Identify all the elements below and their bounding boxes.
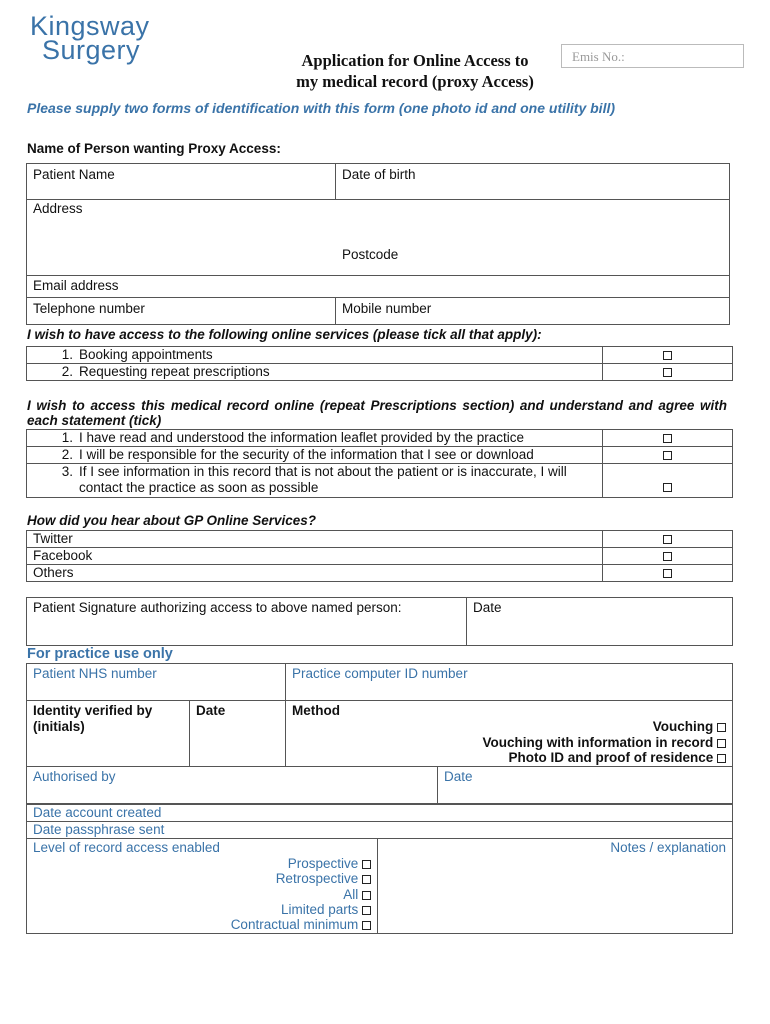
method-label-vouching-info: Vouching with information in record bbox=[482, 734, 714, 750]
method-label-photo-id: Photo ID and proof of residence bbox=[508, 750, 714, 765]
hear-heading: How did you hear about GP Online Services? bbox=[27, 513, 317, 528]
service-item-1 bbox=[27, 347, 603, 364]
form-title bbox=[250, 50, 580, 92]
agreement-item-1 bbox=[27, 430, 603, 447]
logo-line1: Kingsway bbox=[30, 11, 150, 41]
level-option-retrospective bbox=[33, 871, 371, 886]
form-title-line1: Application for Online Access to bbox=[301, 51, 529, 70]
identity-table bbox=[26, 700, 733, 767]
identity-date-label: Date bbox=[196, 703, 226, 718]
telephone-field[interactable] bbox=[27, 298, 336, 325]
account-dates-table bbox=[26, 804, 733, 839]
identity-verified-field[interactable] bbox=[27, 701, 190, 767]
authorised-by-field[interactable] bbox=[27, 767, 438, 804]
mobile-field[interactable] bbox=[336, 298, 730, 325]
notes-field[interactable] bbox=[378, 839, 733, 934]
hear-checkbox-others[interactable] bbox=[663, 569, 672, 578]
access-level-table bbox=[26, 838, 733, 934]
signature-date-field[interactable] bbox=[467, 598, 733, 646]
practice-heading: For practice use only bbox=[27, 646, 173, 662]
patient-name-label: Patient Name bbox=[33, 167, 115, 182]
dob-label: Date of birth bbox=[342, 167, 416, 182]
mobile-label: Mobile number bbox=[342, 301, 432, 316]
service-text-2: Requesting repeat prescriptions bbox=[79, 364, 270, 379]
service-item-2 bbox=[27, 364, 603, 381]
practice-id-table bbox=[26, 663, 733, 701]
method-label: Method bbox=[292, 703, 340, 718]
agreement-item-3 bbox=[27, 464, 603, 498]
postcode-label: Postcode bbox=[342, 247, 399, 262]
agreement-heading: I wish to access this medical record online (repeat Prescriptions section) and understand and agree with each statement (tick) bbox=[27, 398, 727, 428]
identity-verified-label: Identity verified by (initials) bbox=[33, 703, 153, 734]
service-checkbox-2[interactable] bbox=[663, 368, 672, 377]
hear-label-facebook: Facebook bbox=[33, 548, 93, 563]
agreement-table bbox=[26, 429, 733, 498]
level-label-limited: Limited parts bbox=[280, 901, 359, 917]
patient-name-field[interactable] bbox=[27, 164, 336, 200]
level-checkbox-prospective[interactable] bbox=[362, 860, 371, 869]
address-field[interactable] bbox=[27, 200, 730, 276]
hear-label-twitter: Twitter bbox=[33, 531, 73, 546]
telephone-label: Telephone number bbox=[33, 301, 145, 316]
method-checkbox-vouching[interactable] bbox=[717, 723, 726, 732]
level-option-all bbox=[33, 887, 371, 902]
access-level-label: Level of record access enabled bbox=[33, 840, 220, 855]
hear-label-others: Others bbox=[33, 565, 74, 580]
method-option-photo-id bbox=[292, 750, 726, 766]
level-label-contractual: Contractual minimum bbox=[230, 917, 359, 933]
form-title-line2: my medical record (proxy Access) bbox=[296, 72, 534, 91]
agreement-num-1: 1. bbox=[61, 430, 73, 445]
method-option-vouching-info bbox=[292, 735, 726, 751]
hear-option-twitter bbox=[27, 531, 603, 548]
level-label-all: All bbox=[343, 886, 359, 902]
level-option-prospective bbox=[33, 856, 371, 871]
service-num-2: 2. bbox=[61, 364, 73, 379]
authorised-table bbox=[26, 766, 733, 804]
level-label-retrospective: Retrospective bbox=[275, 871, 359, 887]
method-field bbox=[286, 701, 733, 767]
agreement-num-3: 3. bbox=[61, 464, 73, 479]
level-option-contractual bbox=[33, 917, 371, 932]
level-option-limited bbox=[33, 902, 371, 917]
access-level-field bbox=[27, 839, 378, 934]
method-label-vouching: Vouching bbox=[652, 719, 714, 734]
method-option-vouching bbox=[292, 719, 726, 735]
person-heading: Name of Person wanting Proxy Access: bbox=[27, 141, 281, 156]
agreement-text-1: I have read and understood the information leaflet provided by the practice bbox=[79, 430, 525, 445]
agreement-text-2: I will be responsible for the security of the information that I see or download bbox=[79, 447, 534, 462]
logo-line2: Surgery bbox=[42, 35, 141, 65]
service-text-1: Booking appointments bbox=[79, 347, 213, 362]
address-label: Address bbox=[33, 201, 83, 216]
agreement-checkbox-2[interactable] bbox=[663, 451, 672, 460]
signature-table bbox=[26, 597, 733, 646]
agreement-text-3: If I see information in this record that is not about the patient or is inaccurate, I will contact the practice as soon as possible bbox=[79, 464, 567, 495]
authorised-date-field[interactable] bbox=[438, 767, 733, 804]
hear-option-facebook bbox=[27, 548, 603, 565]
nhs-number-label: Patient NHS number bbox=[33, 666, 157, 681]
method-checkbox-vouching-info[interactable] bbox=[717, 739, 726, 748]
logo bbox=[30, 11, 150, 65]
instruction-text: Please supply two forms of identification with this form (one photo id and one utility bill) bbox=[27, 100, 616, 116]
service-num-1: 1. bbox=[61, 347, 73, 362]
method-checkbox-photo-id[interactable] bbox=[717, 754, 726, 763]
hear-table bbox=[26, 530, 733, 582]
account-created-label: Date account created bbox=[33, 805, 162, 820]
dob-field[interactable] bbox=[336, 164, 730, 200]
passphrase-label: Date passphrase sent bbox=[33, 822, 165, 837]
patient-details-table bbox=[26, 163, 730, 325]
nhs-number-field[interactable] bbox=[27, 664, 286, 701]
authorised-by-label: Authorised by bbox=[33, 769, 116, 784]
computer-id-field[interactable] bbox=[286, 664, 733, 701]
hear-option-others bbox=[27, 565, 603, 582]
services-table bbox=[26, 346, 733, 381]
passphrase-field[interactable] bbox=[27, 822, 733, 839]
level-checkbox-contractual[interactable] bbox=[362, 921, 371, 930]
notes-label: Notes / explanation bbox=[610, 840, 726, 855]
emis-label: Emis No.: bbox=[572, 49, 625, 64]
agreement-item-2 bbox=[27, 447, 603, 464]
signature-date-label: Date bbox=[473, 600, 502, 615]
signature-label: Patient Signature authorizing access to above named person: bbox=[33, 600, 402, 615]
agreement-checkbox-1[interactable] bbox=[663, 434, 672, 443]
level-checkbox-limited[interactable] bbox=[362, 906, 371, 915]
level-checkbox-retrospective[interactable] bbox=[362, 875, 371, 884]
hear-checkbox-twitter[interactable] bbox=[663, 535, 672, 544]
agreement-num-2: 2. bbox=[61, 447, 73, 462]
account-created-field[interactable] bbox=[27, 805, 733, 822]
hear-checkbox-facebook[interactable] bbox=[663, 552, 672, 561]
email-label: Email address bbox=[33, 278, 119, 293]
authorised-date-label: Date bbox=[444, 769, 473, 784]
identity-date-field[interactable] bbox=[190, 701, 286, 767]
services-heading: I wish to have access to the following online services (please tick all that apply): bbox=[27, 327, 542, 342]
emis-field[interactable] bbox=[561, 44, 744, 68]
signature-field[interactable] bbox=[27, 598, 467, 646]
service-checkbox-1[interactable] bbox=[663, 351, 672, 360]
email-field[interactable] bbox=[27, 276, 730, 298]
level-label-prospective: Prospective bbox=[287, 856, 359, 871]
level-checkbox-all[interactable] bbox=[362, 891, 371, 900]
agreement-checkbox-3[interactable] bbox=[663, 483, 672, 492]
computer-id-label: Practice computer ID number bbox=[292, 666, 468, 681]
